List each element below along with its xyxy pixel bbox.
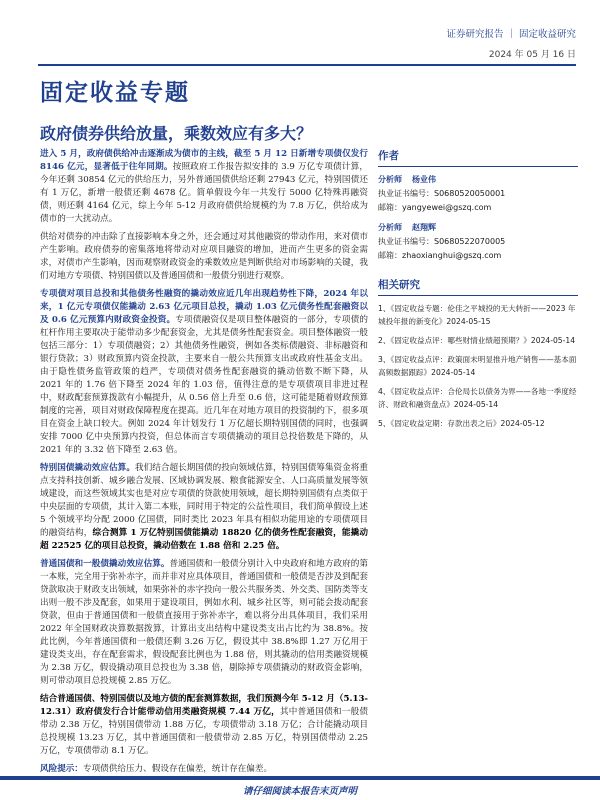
report-subtitle: 政府债券供给放量，乘数效应有多大？ <box>40 124 313 143</box>
p5-lead: 普通国债和一般债撬动效应估算。 <box>40 559 170 569</box>
paragraph-risk <box>40 763 368 776</box>
author-name: 赵翔辉 <box>412 223 436 232</box>
p4-lead: 特别国债撬动效应估算。 <box>40 463 135 473</box>
author-name: 杨业伟 <box>412 175 436 184</box>
p3-text: 专项债融资仅是项目整体融资的一部分，专项债的杠杆作用主要取决于能带动多少配套资金，尤其是债务性配套资金。项目整体融资一般包括三部分：1）专项债融资；2）其他债务性融资，例如各类标债融资、非标融资和银行贷款；3）财政预算内资金投款，主要来自一般公共预算支出或政府性基金支出。由于隐性债务监管政策的趋严，专项债对债务性配套融资的撬动倍数不断下降，从 2021 年的 1.76 倍下降至 2024 年的 1.03 倍，值得注意的是专项债项目非进过程中，财政配套预算拨款有小幅提升，从 0.56 倍上升至 0.6 倍，这可能是随着财政预算制度的完善，项目对财政保障程度在提高。近几年在对地方项目的投资制约下，很多项目在资金上缺口较大。例如 2024 年计划发行 1 万亿超长期特别国债的同时，也强调安排 7000 亿中央预算内投资，但总体而言专项债撬动的项目总投倍数是下降的，从 2021 年的 3.32 倍下降至 2.63 倍。 <box>40 315 368 455</box>
author-role: 分析师 <box>378 175 402 184</box>
related-item[interactable]: 1、《固定收益专题：伦佳之平城投的无大转折——2023 年城投年报的新变化》2024-05-15 <box>378 304 576 326</box>
related-item[interactable]: 4、《固定收益点评：合伦局长以债务为界——各地一季度经济、财政和融资盘点》2024-05-14 <box>378 387 577 409</box>
author-cert: 执业证书编号：S0680522070005 <box>378 237 506 246</box>
p4-conclusion: 综合测算 1 万亿特别国债能撬动 18820 亿的债务性配套融资，能撬动超 22525 亿的项目总投资，撬动倍数在 1.88 倍和 2.25 倍。 <box>40 528 368 551</box>
report-type: 证券研究报告 ｜ 固定收益研究 <box>446 29 576 40</box>
author-cert: 执业证书编号：S0680520050001 <box>378 189 506 198</box>
paragraph-general-bond <box>40 558 368 688</box>
risk-text: 专项债供给压力、假设存在偏差，统计存在偏差。 <box>82 764 273 774</box>
main-body <box>40 148 368 781</box>
p4-text: 我们结合超长期国债的投向领域估算，特别国债筹集资金将重点支持科技创新、城乡融合发展、区域协调发展、粮食能源安全、人口高质量发展等领域建设，而这些领域其实也是对应专项债的贷款使用领域，超长期特别国债有点类似于中央层面的专项债，其计入第二本账，同时用于特定的公益性项目，我们简单假设上述 5 个领域平均分配 2000 亿国债，同时类比 2023 年具有相似功能用途的专项债项目的融资结构， <box>40 463 368 538</box>
author-email[interactable]: 邮箱：zhaoxianghui@gszq.com <box>378 251 502 260</box>
report-header <box>446 26 576 60</box>
paragraph-forecast <box>40 693 368 758</box>
paragraph-special-treasury <box>40 462 368 553</box>
paragraph-leverage: 供给对债券的冲击除了直接影响本身之外，还会通过对其他融资的带动作用，来对债市产生影响。政府债券的密集落地将带动对应项目融资的增加，进而产生更多的资金需求，对债市产生影响，因而观察财政资金的乘数效应是判断供给对市场影响的关键，我们对地方专项债、特别国债以及普通国债和一般债分别进行观察。 <box>40 232 368 281</box>
p5-text: 普通国债和一般债分别计入中央政府和地方政府的第一本账，完全用于弥补赤字，而并非对应具体项目，普通国债和一般债是否涉及到配套贷款取决于财政支出领域，如果弥补的赤字投向一般公共服务类、外交类、国防类等支出则一般不涉及配套，如果用于建设项目，例如水利、城乡社区等，则可能会拨动配套贷款，但由于普通国债和一般债直接用于弥补赤字，难以将分出具体项目，我们采用 2022 年全国财政决算数据拨算，计算出支出结构中建设类支出占比约为 38.8%。按此比例，今年普通国债和一般债还剩 3.26 万亿，假设其中 38.8%即 1.27 万亿用于建设类支出，存在配套需求，假设配套比例也为 1.88 倍，则其撬动的信用类融资规模为 2.38 万亿，假设撬动项目总投也为 3.38 倍，剔除掉专项债撬动的财政资金影响，则可带动项目总投规模 2.85 万亿。 <box>40 559 368 686</box>
risk-lead: 风险提示： <box>40 764 83 774</box>
report-date: 2024 年 05 月 16 日 <box>488 50 576 60</box>
p6-lead: 结合普通国债、特别国债以及地方债的配套测算数据，我们预测今年 5-12 月（5.13-12.31）政府债发行合计能带动信用类融资规模 7.44 万亿， <box>40 694 368 717</box>
sidebar <box>378 148 578 436</box>
header-rule <box>38 64 576 66</box>
footer-disclaimer: 请仔细阅读本报告末页声明 <box>242 786 357 797</box>
author-card <box>378 173 578 215</box>
related-item[interactable]: 2、《固定收益点评：哪些财情业绩超预期？》2024-05-14 <box>378 336 576 345</box>
report-title: 固定收益专题 <box>40 80 190 106</box>
p3-lead: 专项债对项目总投和其他债务性融资的撬动效应近几年出现趋势性下降，2024 年以来，1 亿元专项债仅能撬动 2.63 亿元项目总投，撬动 1.03 亿元债务性配套融资以及 0.6 亿元预算内财政资金投资。 <box>40 289 368 325</box>
author-role: 分析师 <box>378 223 402 232</box>
paragraph-special-bond <box>40 288 368 457</box>
authors-heading: 作者 <box>378 148 578 167</box>
footer-rule <box>0 776 600 780</box>
author-card <box>378 221 578 263</box>
related-item[interactable]: 5、《固定收益定期：存款出表之后》2024-05-12 <box>378 419 545 428</box>
p6-text: 其中普通国债和一般债带动 2.38 万亿，特别国债带动 1.88 万亿，专项债带动 3.18 万亿；合计能撬动项目总投规模 13.23 万亿，其中普通国债和一般债带动 2.85 万亿，特别国债带动 2.25 万亿，专项债带动 8.1 万亿。 <box>40 707 368 756</box>
p1-lead: 进入 5 月，政府债供给冲击逐渐成为债市的主线，截至 5 月 12 日新增专项债仅发行 8146 亿元，显著低于往年同期。 <box>40 149 368 172</box>
paragraph-supply <box>40 148 368 226</box>
related-heading: 相关研究 <box>378 277 578 296</box>
related-item[interactable]: 3、《固定收益点评：政策面未明显推升地产销售——基本面高频数据跟踪》2024-05-14 <box>378 355 577 377</box>
p1-text: 按照政府工作报告拟安排的 3.9 万亿专项债计算，今年还剩 30854 亿元的供给压力，另外普通国债供给还剩 27943 亿元，特别国债还有 1 万亿，新增一般债还剩 4678 亿。简单假设今年一共发行 5000 亿特殊再融资债，则还剩 4164 亿元，综上今年 5-12 月政府债供给规模约为 7.8 万亿，供给成为债市的一大扰动点。 <box>40 162 368 224</box>
author-email[interactable]: 邮箱：yangyewei@gszq.com <box>378 203 492 212</box>
